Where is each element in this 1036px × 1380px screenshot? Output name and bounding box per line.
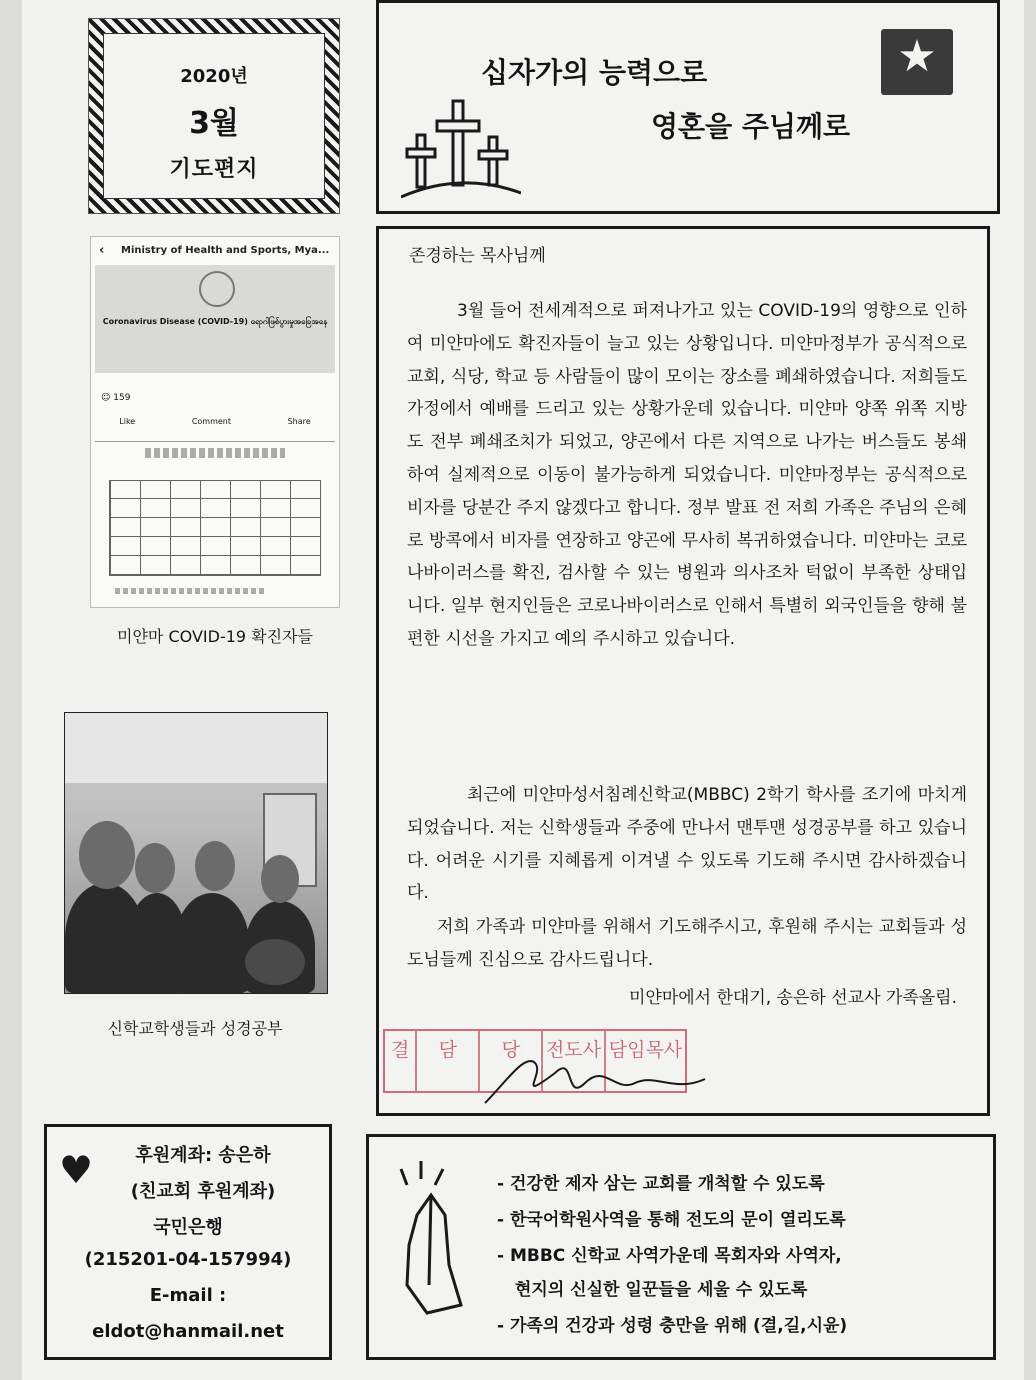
prayer-item-3-cont: 현지의 신실한 일꾼들을 세울 수 있도록 (515, 1280, 808, 1300)
letter-signoff: 미얀마에서 한대기, 송은하 선교사 가족올림. (628, 988, 957, 1008)
stamp-cell: 담 (417, 1031, 480, 1091)
ministry-logo-icon (199, 271, 235, 307)
handwritten-signature (475, 1043, 715, 1113)
person-3 (175, 893, 249, 993)
guitar (245, 939, 305, 985)
fb-reaction-count: 159 (113, 393, 131, 403)
title-box (88, 18, 340, 214)
title-month: 3월 (189, 106, 239, 141)
heart-icon: ♥ (59, 1148, 94, 1192)
flag-logo (881, 29, 953, 95)
fb-post-image (95, 265, 335, 373)
fb-actions (91, 417, 339, 426)
fb-comment: Comment (191, 417, 232, 426)
caption-covid: 미얀마 COVID-19 확진자들 (117, 627, 313, 646)
header-line-1: 십자가의 능력으로 (481, 56, 708, 89)
back-icon: ‹ (99, 243, 105, 258)
bible-study-photo (64, 712, 328, 994)
fb-header (91, 237, 339, 265)
table-footnote (115, 588, 265, 594)
letter-box (376, 226, 990, 1116)
covid-screenshot (90, 236, 340, 608)
prayer-item-1: - 건강한 제자 삼는 교회를 개척할 수 있도록 (497, 1174, 825, 1194)
covid-case-table (95, 441, 335, 602)
bank-name: 국민은행 (153, 1217, 223, 1238)
header-box (376, 0, 1000, 214)
prayer-item-3: - MBBC 신학교 사역가운데 목회자와 사역자, (497, 1246, 842, 1266)
person-4-head (261, 855, 299, 903)
letter-paragraph-3: 저희 가족과 미얀마를 위해서 기도해주시고, 후원해 주시는 교회들과 성도님들께 진심으로 감사드립니다. (407, 917, 967, 970)
email-address: eldot@hanmail.net (92, 1321, 284, 1342)
table-title (145, 448, 285, 458)
prayer-item-2: - 한국어학원사역을 통해 전도의 문이 열리도록 (497, 1210, 846, 1230)
prayer-box (366, 1134, 996, 1360)
title-year: 2020년 (180, 66, 248, 87)
stamp-cell: 전도사 (543, 1031, 606, 1091)
letter-paragraph-2: 최근에 미얀마성서침례신학교(MBBC) 2학기 학사를 조기에 마치게 되었습니다. 저는 신학생들과 주중에 만나서 맨투맨 성경공부를 하고 있습니다. 어려운 시기를 지혜롭게 이겨낼 수 있도록 기도해 주시면 감사하겠습니다. (407, 785, 967, 904)
account-type: (친교회 후원계좌) (130, 1181, 276, 1202)
ceiling (65, 713, 327, 783)
table-grid (109, 480, 321, 576)
person-2-head (135, 843, 175, 893)
prayer-item-4: - 가족의 건강과 성령 충만을 위해 (결,길,시윤) (497, 1316, 848, 1336)
email-label: E-mail : (149, 1285, 227, 1306)
three-crosses-icon (401, 93, 521, 201)
fb-like: Like (119, 417, 136, 426)
star-icon: ★ (897, 31, 937, 82)
letter-greeting: 존경하는 목사님께 (409, 246, 546, 266)
title-subtitle: 기도편지 (169, 157, 259, 182)
fb-share: Share (287, 417, 311, 426)
header-line-2: 영혼을 주님께로 (651, 110, 851, 143)
fb-post-title: Coronavirus Disease (COVID-19) ရောဂါဖြစ်ပွားမှုအခြေအနေ (102, 317, 328, 326)
stamp-cell: 결 (385, 1031, 417, 1091)
person-1-head (79, 821, 135, 889)
account-box (44, 1124, 332, 1360)
letter-paragraph-1: 3월 들어 전세계적으로 퍼져나가고 있는 COVID-19의 영향으로 인하여 미얀마에도 확진자들이 늘고 있는 상황입니다. 미얀마정부가 공식적으로 교회, 식당, 학교 등 사람들이 많이 모이는 장소를 폐쇄하였습니다. 저희들도 가정에서 예배를 드리고 있는 상황가운데 있습니다. 미얀마 양쪽 위쪽 지방도 전부 폐쇄조치가 되었고, 양곤에서 다른 지역으로 나가는 버스들도 봉쇄하여 실제적으로 이동이 불가능하게 되었습니다. 미얀마정부는 공식적으로 비자를 당분간 주지 않겠다고 합니다. 정부 발표 전 저희 가족은 주님의 은혜로 방콕에서 비자를 연장하고 양곤에 무사히 복귀하였습니다. 미얀마는 코로나바이러스를 확진, 검사할 수 있는 병원과 의사조차 턱없이 부족한 상태입니다. 일부 현지인들은 코로나바이러스로 인해서 특별히 외국인들을 향해 불편한 시선을 가지고 예의 주시하고 있습니다. (407, 301, 967, 649)
stamp-cell: 당 (480, 1031, 543, 1091)
fb-reactions: ☺ 159 (101, 393, 131, 403)
praying-hands-icon (387, 1155, 475, 1323)
person-3-head (195, 841, 235, 891)
stamp-cell: 담임목사 (608, 1039, 683, 1061)
title-inner (103, 33, 325, 199)
account-holder: 후원계좌: 송은하 (135, 1145, 271, 1166)
account-number: (215201-04-157994) (84, 1249, 292, 1270)
fb-source: Ministry of Health and Sports, Mya... (121, 245, 330, 256)
caption-bible-study: 신학교학생들과 성경공부 (107, 1019, 283, 1038)
